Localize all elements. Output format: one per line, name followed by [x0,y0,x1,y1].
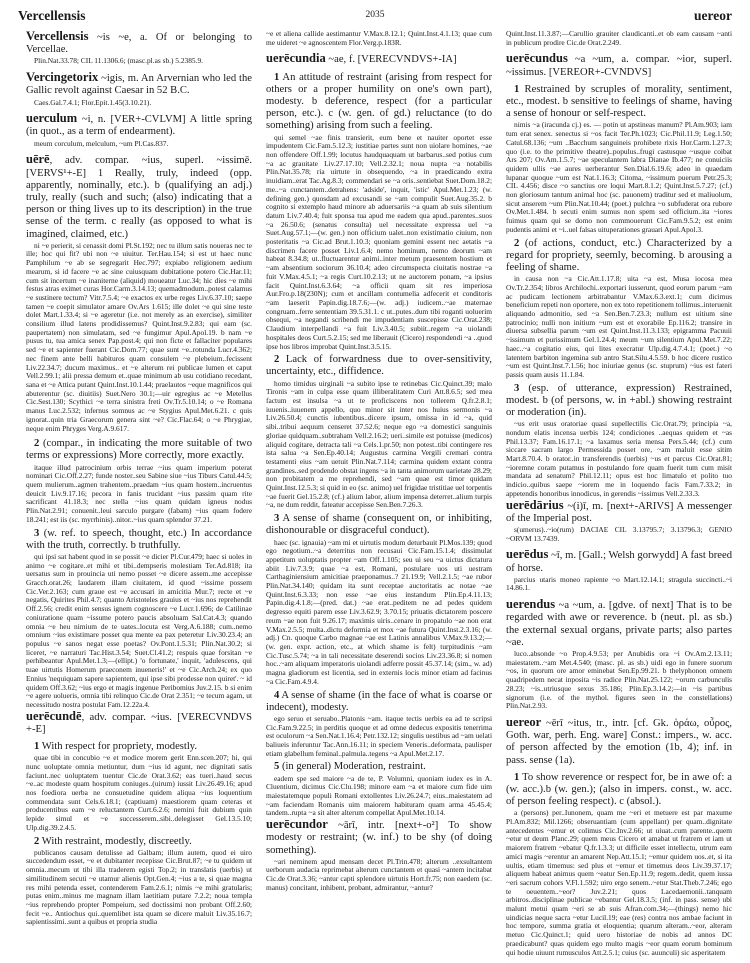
headword: Vercingetorix [26,70,99,85]
sense-number: 2 [514,237,520,249]
dictionary-entry [266,818,492,892]
citations: publicanos causam detulisse ad Galbam; illum autem, quod ei uiro succedendum esset, ~e et dubitanter recepisse Cic.Brut.87; ~e tu quidem ut omnia..mecum ut tibi illa traderem egisti Top.2; in translatis (uerbis) ut similitudinem secuti ~e utamur alienis Opt.Gen.4; ~ius a te, si quae magna res mihi petenda esset, contenderem Fam.2.6.1; nimis ~e mihi gratularis; putas enim..minus me magnam illam laetitiam putare 7.2.2; noua templa ~ius reprehendo propter Pompeium, sed doctissimi non probant Off.2.60; fecit ~e.. Antiochus qui..quemlibet ista quam se dicere maluit Liv.35.16.7; sapientissimi..sunt a quibus et propria studia [26,847,252,927]
sense-number: 1 [34,741,40,753]
definition: ~a ~um, a. [gdve. of next] That is to be regarded with awe or reverence. b (neut. pl. as sb.) the external sexual organs, private parts; also partes ~ae. [506,600,732,648]
sense-number: 5 [274,761,280,773]
citations: ni ~e perierit, si cenassit domi Pl.St.192; nec tu illum satis noueras nec te ille; hoc qui fit? ubi non ~e uiuitur. Ter.Hau.154; si est ut haec nunc Pamphilum ~e ab se segregarit Hec.797; expiabo religionem aedium mearum, si id facere ~e ac sine cuiusquam dubitatione potero Cic.Har.11; cum sit incertum ~e inaniterne (aliquid) moueatur Luc.34; hic dies ~e mihi festus atras eximet curas Hor.Carm.3.14.13; quemadmodum..potest calamus ~e sustinere tectum? Vitr.7.5.4; ~e exactos ex urbe reges Liv.6.37.10; saepe tamen ~e coepit simulator amare Ov.Ars 1.615; ille dolet ~e qui sine teste dolet Mart.1.33.4; si ~e ageretur (i.e. not merely as an exercise), similiter consilium illud latens prodidissemus? Quint.Inst.9.2.83; qui eam (sc. paupertatem) non simulatam, sed ~e fungimur Apul.Apol.19. b nam ~e pusus tu, tua amica senex Pap.post.4; qui non ficte et fallaciter populares sed ~e et sapienter fuerant Cic.Dom.77; quae sunt ~e..rotunda Lucr.4.362; nec finem ante belli habituros quam consulem ~e plebeium..fecissent Liv.22.34.7; ducum maximus.. et ~e alterum rei publicae lumen et caput Vell.2.99.1; alii pressa demum et..quae minimum ab usu cotidiano recedant, sana et ~e Attica putant Quint.Inst.10.1.44; praelautos ~eque magnificos qui abuterentur (sc. diuitiis) Suet.Nero 30.1;—uir egregius ac ~e Metellus Cic.Sest.130; Scythici ~e terra sinistra freti Ov.Tr.5.10.14; o ~e Romana manus Luc.2.532; infernus somnus ac ~e Stygius Apul.Met.6.21. c quis ignorat..quin tria Graecorum genera sint ~e? Cic.Flac.64; o ~e Phrygiae, neque enim Phryges Verg.A.9.617. [26,240,252,433]
citations: s(umerus)..~io(rum) DACIAE CIL 3.13795.7; 3.13796.3; GENIO ~ORVM 13.7439. [506,524,732,543]
citations: a (persons) per..Iunonem, quam me ~eri et metuere est par maxume Pl.Am.832; Mil.1266; obseruantiam (cum appellant) per quam..dignitate antecedentes ~emur et colimus Cic.Inv.2.66; ut uiuat..cum parente..quem ~etur ut deum Planc.29; quem meus Cicero et amabat ut fratrem et iam ut maiorem fratrem ~ebatur Q.fr.1.3.3; ut difficile esset intellectu, utrum eam amici magis ~erentur an amarent Nep.Att.15.1; ~emur quidem uos..et, si ita uultis, etiam timemus: sed plus et ~emur et timemus deos Liv.39.37.17; aliquem habeat animus quem ~eatur Sen.Ep.11.9; regem..dedit, quem iussa ~eri sacrum cohors V.Fl.1.592; uiro ergo senem..~etur Stat.Theb.7.246; ego te oeuentem..~eor? Juv.2.21; quos Lacedaemonii..tanquam arbitros..disciplinae publicae ~ebantur Gel.18.3.5; (inf. in pass. sense) ubi malunt metui quam ~eri se ab suis Afran.com.34;—(things) nemo hic uindicias neque sacra ~etur Lucil.19; eae (res) contra nos ambae faciunt in hoc tempore, summa gratia et eloquentia; quarum alteram..~eor, alteram metuo Cic.Quinct.1; quid uero historiae de nobis ad annos DC praedicabunt? quas quidem ego multo magis ~eor quam eorum hominum qui hodie uiuunt rumusculos Att.2.5.1; cuius (sc. auunculi) sic asperitatem [506,808,732,957]
entry-sense [266,72,492,352]
citations: homo timidus uirginali ~a subito ipse te retinebas Cic.Quinct.39; malo Tironis ~am in culpa esse quam illiberalitatem Curi Att.8.6.5; sed mea factum est insulsa ~a ut te proficiscens non tollerem Q.fr.2.8.1; iuuenis..iuuenem appello, quo minor sit inter nos huius sermonis ~a Liv.26.50.4; cunctis iubentibus..dicere ipsum, omissa in id ~a, quid sibi..tribui aequum censeret 37.52.6; neque ego ~a domestici sanguinis gloriae quidquam..subtraham Vell.2.16.2; ueri..simile est potuisse (medicos) aliquid cogitare, detracta tali ~a Cels.1.pr.50; non potest..tibi contingere res ista salua ~a Sen.Ep.40.14; Augustus carmina Vergili cremari contra testamenti eius ~am uetuit Plin.Nat.7.114; carmina quidem extant contra grandines..sed prodendo obstat ingens ~a in tanta animorum uarietate 28.29; non probitatem a me reprehendi, sed ~am quae est timor quidam Quint.Inst.12.5.3; si quid in eo (sc. animo) uel frigidae tristitiae uel torpentis ~ae fuerit Gel.15.2.8; (cf.) alium labor, alium impensa deterret..alium turpis ~a, ne dum reddit, fateatur accepisse Sen.Ben.7.26.3. [266,378,492,510]
headword: uerēcundia [266,51,326,66]
headword: uerēdus [506,547,549,562]
headword: uerēdārius [506,497,564,512]
citations: qui semel ~ae finis transierit, eum bene et nauiter oportet esse impudentem Cic.Fam.5.12.3; iustitiae partes sunt non uiolare homines, ~ae non offendere Off.1.99; locutus haudquaquam ut barbarus..sed potius cum ~a ac grauitate Liv.27.17.10; Vell.2.32.1; noua nupta ~a notabilis Plin.Nat.35.78; ria uirtute in obsequendo, ~a in praedicando extra inuidiam..erat Tac.Ag.8.3; commendari se ~a oris..sentiebat Suet.Dom.18.2; me..~a cunctantem..detrahens: 'adside', inquit, 'istic' Apul.Met.1.23; (w. defining gen.) quosdam ad excusandi se ~am compulit Suet.Aug.35.2. b cognito si extemplo haud minore ab aduersariis ~a quam ab suis silentium datum Liv.7.40.4; fuit sponsa tua apud me eadem qua apud..parentes..suos ~a 26.50.6; (senatus consulta) uel necessitate expressa uel ~a Suet.Aug.57.1;—(w. gen.) non officium ualet..non existimatio ciuium, non posteritatis ~a Cic.ad Brut.1.10.3; quoniam gemini essent nec aetatis ~a discrimen facere posset Liv.1.6.4; nemo hominum, nemo deorum ~am habeat 8.34.8; ut..fluctuarentur animi..inter metum praesentem hostium et ~am absentium sociorum 36.10.4; adeo circumspecta ciuitatis nostrae ~a fuit V.Max.4.5.1; ~a regis Curt.10.2.13; ut ne auctorem ponam, ~a ipsius facit Quint.Inst.6.3.64; ~a officii quam sit res imperiosa Aur.Fro.p.18(230N); cum et ancillam contumelia adfecerit et conditoris ~am laeserit Papin.dig.18.7.6;—(w. adj.) iudicem..~ae maternae congruam..ferre sententiam 39.5.31.1. c ut..putes..dum tibi roganti uoluerim obsequi, ~a negandi scribendi me impudentiam suscepisse Cic.Orat.238; Claudium interpellandi ~a fuit Liv.3.40.5; subiit..regem ~a uiolandi hospitales deos Curt.5.2.15; sed me liberauit (Cicero) respondendi ~a ..quod ipse hos libros improbat Quint.Inst.3.5.15. [266,132,492,351]
citations: in causa non ~a Cic.Att.1.17.8; uita ~a est, Musa iocosa mea Ov.Tr.2.354; libros Archilochi..exportari iusserunt, quod eorum parum ~am ac pudicam lectionem arbitrabantur V.Max.6.3.ext.1; cum dicimus beneficium repeti non oportere, non ex toto repetitionem tollimus..interuenit aliquando admonitio, sed ~a Sen.Ben.7.23.3; nullum est uitium sine patrocinio; nulli non initium ~um est et exorabile Ep.116.2; transire in diuersa subsellia parum ~um est Quint.Inst.11.3.133; epigramma Pacuuii ~issimum et purissimum Gel.1.24.4; meum ~um silentium Apul.Met.7.22; haec..~a cogitatio eius, qui lites execratur Ulp.dig.4.7.4.1; (poet.) ~o latentem barbiton ingemina sub antro Stat.Silu.4.5.59. b hoc dicere rustico ~um est Quint.Inst.7.1.56; hoc iniuriae genus (sc. stuprum) ~ius est fateri passis quam ausis 11.1.84. [506,274,732,379]
citations: qui ipsi sat habent quod in se possit ~e dicier Pl.Cur.479; haec si uoles in animo ~e cogitare..et mihi et tibi..dempseris molestiam Ter.Ad.818; ita uersatus sum in prouincia uti nemo posset ~e dicere assem..me accepisse Gracch.orat.26; laudarem illam ciuitatem, id quod ~issime possem Cic.Ver.2.163; cum graue est ~e accusari in amicitia Mur.7; recte et ~e negatis, Quirites Phil.4.7; quanto Aristoteles grauius et ~ius nos reprehendit Off.2.56; credit enim sensus ignem cognoscere ~e Lucr.1.696; de Catilinae coniuratione quam ~issume potero paucis absoluam Sal.Cat.4.3; quando omnia ~e heu nimium de te uates..locuta est Verg.A.6.188; cum..nemo omnium ~ius existimare posset qua mente ea pax peteretur Liv.30.23.4; an populus ~e sanos negat esse poetas? Ov.Pont.1.5.31; Plin.Nat.30.2; si liceret, ~e narraturi Tac.Hist.3.54; Suet.Cl.41.2; respuis quae forsitan ~e perhibeantur Apul.Met.1.3;—(ellipt.) 'o fortunate,' inquit, 'adulescens, qui tuae uirtutis Homerum praeconem inueneris!' et ~e Cic.Arch.24; ex quo Ennius 'nequiquam sapere sapientem, qui ipse sibi prodesse non quiret'. ~ id quidem Off.3.62; ~ius ergo et magis ingenue Peribomius Juv.2.15. b si enim ~e agere uolueris, omnia tibi relinquo Cic.de Orat 2.351; ~e tecum agam, ut necessitudo nostra postulat Fam.12.22a.4. [26,551,252,709]
dictionary-entry [26,30,252,66]
definition: , adv. compar. ~ius. [VERECVNDVS +-E] [26,711,252,735]
entry-sense [26,741,252,833]
definition: , adv. compar. ~ius, superl. ~issimē. [VERVS¹+-E] 1 Really, truly, indeed (opp. apparently, nominally, etc.). b (qualifying an adj.) truly, really (such and such; (also) indicating that a person or thing lives up to its description) in the true sense of the term. c really (as opposed to what is imagined, claimed, etc.) [26,155,252,240]
running-header [18,8,732,26]
headword: uerēcundor [266,817,328,832]
sense-number: 1 [514,83,520,95]
continued-citations: ~e et aliena callide aestimantur V.Max.8.12.1; Quint.Inst.4.1.13; quae cum me uideret ~e agnoscentem Flor.Verg.p.183R. [266,29,492,47]
citations: luco..absonde ~o Prop.4.9.53; per Anubidis ora ~i Ov.Am.2.13.11; maiestatem..~am Met.4.540; (masc. pl. as sb.) uidi ego in funere suorum ~os, in quorum ore amor eminebat Sen.Ep.99.21. b thelyphonon omnem quadripedem necat inposita ~is radice Plin.Nat.25.122; ~orum carbunculis 28.23; ~is..utriusque sexus 35.186; Plin.Ep.3.14.2;—in ~is partibus signorum (i.e. of the mythol. figures seen in the constellations) Plin.Nat.2.93. [506,648,732,711]
definition: ~is ~e, a. Of or belonging to Vercellae. [26,32,252,56]
entry-sense [26,438,252,524]
entry-sense [26,836,252,928]
column-3 [506,30,732,957]
sense-number: 3 [274,513,280,525]
citations: Caes.Gal.7.4.1; Flor.Epit.1.45(3.10.21). [34,97,152,107]
headword: uērē [26,152,50,167]
citations: meum corculum, melculum, ~um Pl.Cas.837. [34,138,169,148]
entry-sense [266,690,492,759]
entry-sense [266,513,492,686]
sense-number: 3 [514,382,520,394]
headword: uerendus [506,597,556,612]
sense-definition: (in general) Moderation, restraint. [279,761,426,773]
sense-definition: (w. ref. to speech, thought, etc.) In accordance with the truth, correctly. b truthfully. [26,527,252,551]
headword: uerculum [26,111,78,126]
definition: ~ārī, intr. [next+-o²] To show modesty or restraint; (w. inf.) to be shy (of doing something). [266,820,492,856]
citations: itaque illud patrocinium orbis terrae ~ius quam imperium poterat nominari Cic.Off.2.27; funde noster..seu Sabine siue ~ius Tiburs Catul.44.5; quem mulierum..agmen trahentem..praedam ~ius quam hostem..incruentus deuicit Liv.9.17.16; pecora in fanis trucidant ~ius passim quam rite sacrificant 41.18.3; nec stella ~ius quam quidam igneus nodus Plin.Nat.2.91; conuenit..leui sarculo purgare (fabam) ~ius quam fodere 18.241; est iis (sc. myrrhinis)..nitor..~ius quam splendor 37.21. [26,462,252,524]
definition: ~a ~um, a. compar. ~ior, superl. ~issimus. [VEREOR+-CVNDVS] [506,54,732,78]
entry-sense [506,383,732,499]
definition: ~igis, m. An Arvernian who led the Gallic revolt against Caesar in 52 B.C. [26,73,252,97]
sense-number: 1 [274,71,280,83]
entry-sense [506,772,732,958]
citations: ego seruo et seruabo..Platonis ~am. itaque tectis uerbis ea ad te scripsi Cic.Fam.9.22.5; in perditis quoque et ad omne dedecus expositis tenerrima est oculorum ~a Sen.Nat.1.16.4; Petr.132.12; singulis uestibus ad ~am uelati baliueis inferuntur Tac.Ann.16.11; in speciem Veneris..deformata, paulisper etiam glabellum feminal..palmula..tegens ~a Apul.Met.2.17. [266,713,492,758]
column-1 [26,30,252,957]
citations: ~us erit usus oratoriae quasi supellectilis Cic.Orat.79; principia ~a, nondum elatis incensa uerbis 124; condiciones ..aequas quidem et ~as Phil.13.37; Fam.16.17.1; ~a laxamus seria mensa Pers.5.44; (cf.) cum siccare sacram largo Permessida posset ore, ~am maluit esse sitim Mart.8.70.4. b orator..in transferendis (uerbis) ~us et parcus Cic.Orat.81; ~ioremne coram putamus in postulando fore quam fuerit tum cum misit mandata ad senatum? Phil.12.11; opus est hoc limatulo et polito tuo indicio..quibus saepe ~iorem me in loquendo facis Fam.7.33.2; in appetendis honoribus innodicus, in gerendis ~issimus Vell.2.33.3. [506,419,732,498]
sense-number: 1 [514,771,520,783]
page-number: 2035 [365,10,385,20]
running-head-left: Vercellensis [18,8,86,23]
continued-citations: Quint.Inst.11.3.87;—Carullio grauiter claudicanti..et ob eam causam ~anti in publicum prodire Cic.de Orat.2.249. [506,29,732,47]
definition: ~i, n. [VER+-CVLVM] A little spring (in quot., as a term of endearment). [26,114,252,138]
sense-definition: Lack of forwardness due to over-sensitivity, uncertainty, etc., diffidence. [266,354,492,378]
dictionary-entry [506,52,732,78]
citations: Plin.Nat.33.78; CIL 11.1306.6; (masc.pl.as sb.) 5.2385.9. [34,56,204,66]
headword: uerēcundus [506,51,568,66]
sense-number: 3 [34,527,40,539]
dictionary-entry [506,499,732,544]
dictionary-columns [26,30,734,957]
sense-definition: Restrained by scruples of morality, sentiment, etc., modest. b sensitive to feelings of shame, having a sense of honour or self-respect. [506,83,732,120]
headword: uereor [506,714,542,729]
dictionary-entry [26,112,252,148]
citations: quae tibi in concubio ~e et modice morem gerit Enn.scen.207; hi, qui nunc uoluptate omnia metiuntur, dum ~ius id agunt, nec dignitati satis faciunt..nec uoluptatem tuentur Cic.de Orat.3.62; eas tueri..haud secus ~e..ac modeste quam hospitum coniuges..(uirum) iussit Liv.26.49.16; apud nos foediora uerba ne consuetudine quidem aliqua ~ius loquentium commendata sunt Cels.6.18.1; (captiuam) maestiorem quam ceteras et producentibus eam ~e reluctantem Curt.6.2.6; nemini fuit dubium quin lepide simul et ~e successerem..sibi..delegisset Gel.13.5.10; Ulp.dig.39.2.4.5. [26,753,252,832]
headword: uerēcundē [26,708,82,723]
dictionary-entry [26,710,252,736]
entry-sense [506,238,732,380]
entry-sense [26,528,252,710]
dictionary-entry [506,598,732,711]
sense-definition: With restraint, modestly, discreetly. [39,835,192,847]
definition: ~ae, f. [VERECVNDVS+-IA] [325,54,457,66]
definition: ~ī, m. [Gall.; Welsh gorwydd] A fast breed of horse. [506,550,732,574]
citations: haec (sc. ignauia) ~am mi et uirtutis modum deturbauit Pl.Mos.139; quod ego negotium..~a deterritus non recusaui Cic.Fam.15.1.4; dissimulat appetitum uoluptatis propter ~am Off.1.105; seu ui seu ~a uictus dictatura abiit Liv.7.3.9; quae ~a est, Romani, postulare uos uti uestram Carthaginiensium amicitiae praeponamus..? 21.19.9; Vell.2.1.5; ~ae rubor Plin.Nat.34.140; quidam ita sunt receptae auctoritatis ac notae ~ae Quint.Inst.6.3.33; non esse ~ae eius instandum Plin.Ep.4.11.13; Papin.dig.4.1.8;—(pred. dat.) ~ae erat..peditem ne ad pedes quidem degresso equiti parem esse Liv.3.62.9; 3.70.15; priuatis dictatorem poscere reum ~ae non fuit 9.26.17; maximis uiris..cenare in propatulo ~ae non erat V.Max.2.5.5; multa..dictu deformia et mox ~ae futura Quint.Inst.2.3.16; (w. adj.) Cn. quoque Carbo magnae ~ae est Latinis annalibus V.Max.9.13.2;—(w. gen. expr. action, etc., at which shame is felt) turpitudinis ~am Cic.Tusc.5.74; ~a in tali necessitate deserendi socios Liv.23.36.8; si nomen hoc..~am aliquam imperatoris uiolandi adferre possit 45.37.14; (sim., w. ad) magna gladiorum est licentia, sed in externis locis minor etiam ad facinus ~a Cic.Fam.4.9.4. [266,537,492,686]
sense-definition: To show reverence or respect for, be in awe of: a (w. acc.).b (w. gen.); (also in impers. const., w. acc. of person feeling respect). c (absol.). [506,771,732,808]
sense-definition: A sense of shame (consequent on, or inhibiting, dishonourable or disgraceful conduct). [266,513,492,537]
running-head-right: uereor [694,8,732,23]
citations: ~ari neminem apud mensam decet Pl.Trin.478; alterum ..exsultantem uerborum audacia reprimebat alterum cunctantem et quasi ~antem incitabat Cic.de Orat.3.36; ~antur capti splendore uirtutis Hort.fr.75; non eaedem (sc. manus) concitant, inhibent, probant, admirantur, ~antur? [266,856,492,892]
sense-definition: With respect for propriety, modestly. [39,741,198,753]
sense-definition: An attitude of restraint (arising from respect for others or a proper humility on one's own part), modesty. b deference, respect (for a particular person, etc.). c (w. gen. of gd.) reluctance (to do something) arising from such a feeling. [266,71,492,132]
definition: ~ērī ~itus, tr., intr. [cf. Gk. ὁράω, οὖρος, Goth. war, perh. Eng. ware] Const.: impers., w. acc. of person affected by the emotion (1b, 4); inf. in pass. sense (1a). [506,717,732,766]
entry-sense [266,761,492,818]
sense-definition: A sense of shame (in the face of what is coarse or indecent), modesty. [266,689,492,713]
sense-definition: (compar., in indicating the more suitable of two terms or expressions) More correctly, more exactly. [26,438,252,462]
sense-definition: (esp. of utterance, expression) Restrained, modest. b (of persons, w. in +abl.) showing restraint or moderation (in). [506,382,732,419]
citations: nimis ~a (iracunda cj.) es. — potin ut apstineas manum? Pl.Am.903; iam tum erat senex. senectus si ~os facit Ter.Ph.1023; Cic.Phil.11.9; Leg.1.50; Catul.68.136; ~um ..Bacchum sanguineis prohibete rixis Hor.Carm.1.27.3; quo (i.e. to the primitive theatre)..populus..frugi castusque ~usque coibat Ars 207; Ov.Am.1.5.7; ~ae speculantem labra Dianae Ib.477; ne conuiciis quidem ullis ~ae aures uerberantur Sen.Dial.6.19.6; adeo in quaedam lupanar quoque ~um est Nat.1.16.3; Citoma, ~issimum puerum Petr.25.3; CIL 4.456; disce ~o sanctius ore loqui Mart.8.1.2; Quint.Inst.5.7.27; (cf.) non gloriosum tantum animal hoc (sc. pauonem) traditur sed et maliuolum, sicut anserem ~um Plin.Nat.10.44; (poet.) pulchra ~o subfuderat ora rubore Ov.Met.1.484. b secuti enim sumus non spem sed officium..ita ~iores fuimus quam qui se domo non commouerunt Cic.Fam.9.5.2; est enim pudentis animi et ~i..uel falsas uituperationes grauari Apul.Apol.3. [506,120,732,234]
headword: Vercellensis [26,29,89,43]
entry-sense [506,84,732,235]
dictionary-entry [266,52,492,66]
citations: parcius utaris moneo rapiente ~o Mart.12.14.1; stragula succincti..~i 14.86.1. [506,574,732,593]
definition: ~(i)ī, m. [next+-ARIVS] A messenger of the Imperial post. [506,500,732,524]
citations: eadem spe sed maiore ~a de te, P. Volumni, quoniam iudex es in A. Cluentium, dicimus Cic.Clu.198; minore eam ~a et maiore cum fide uim maiestatemque populi Romani extollentes Liv.26.24.7; eius..maiestatem ad ~am faciendam Romanis uim maiorem habituram quam arma 45.45.4; tandem..rupta ~a sit alter alterum compellat Apul.Met.10.14. [266,773,492,818]
column-2 [266,30,492,957]
dictionary-entry [506,548,732,593]
entry-sense [266,354,492,510]
dictionary-entry [506,716,732,767]
dictionary-entry [26,71,252,107]
sense-number: 2 [34,438,40,450]
sense-definition: (of actions, conduct, etc.) Characterized by a regard for propriety, seemly, becoming. b arousing a feeling of shame. [506,237,732,273]
sense-number: 2 [34,835,40,847]
dictionary-entry [26,153,252,433]
sense-number: 4 [274,689,280,701]
sense-number: 2 [274,354,280,366]
